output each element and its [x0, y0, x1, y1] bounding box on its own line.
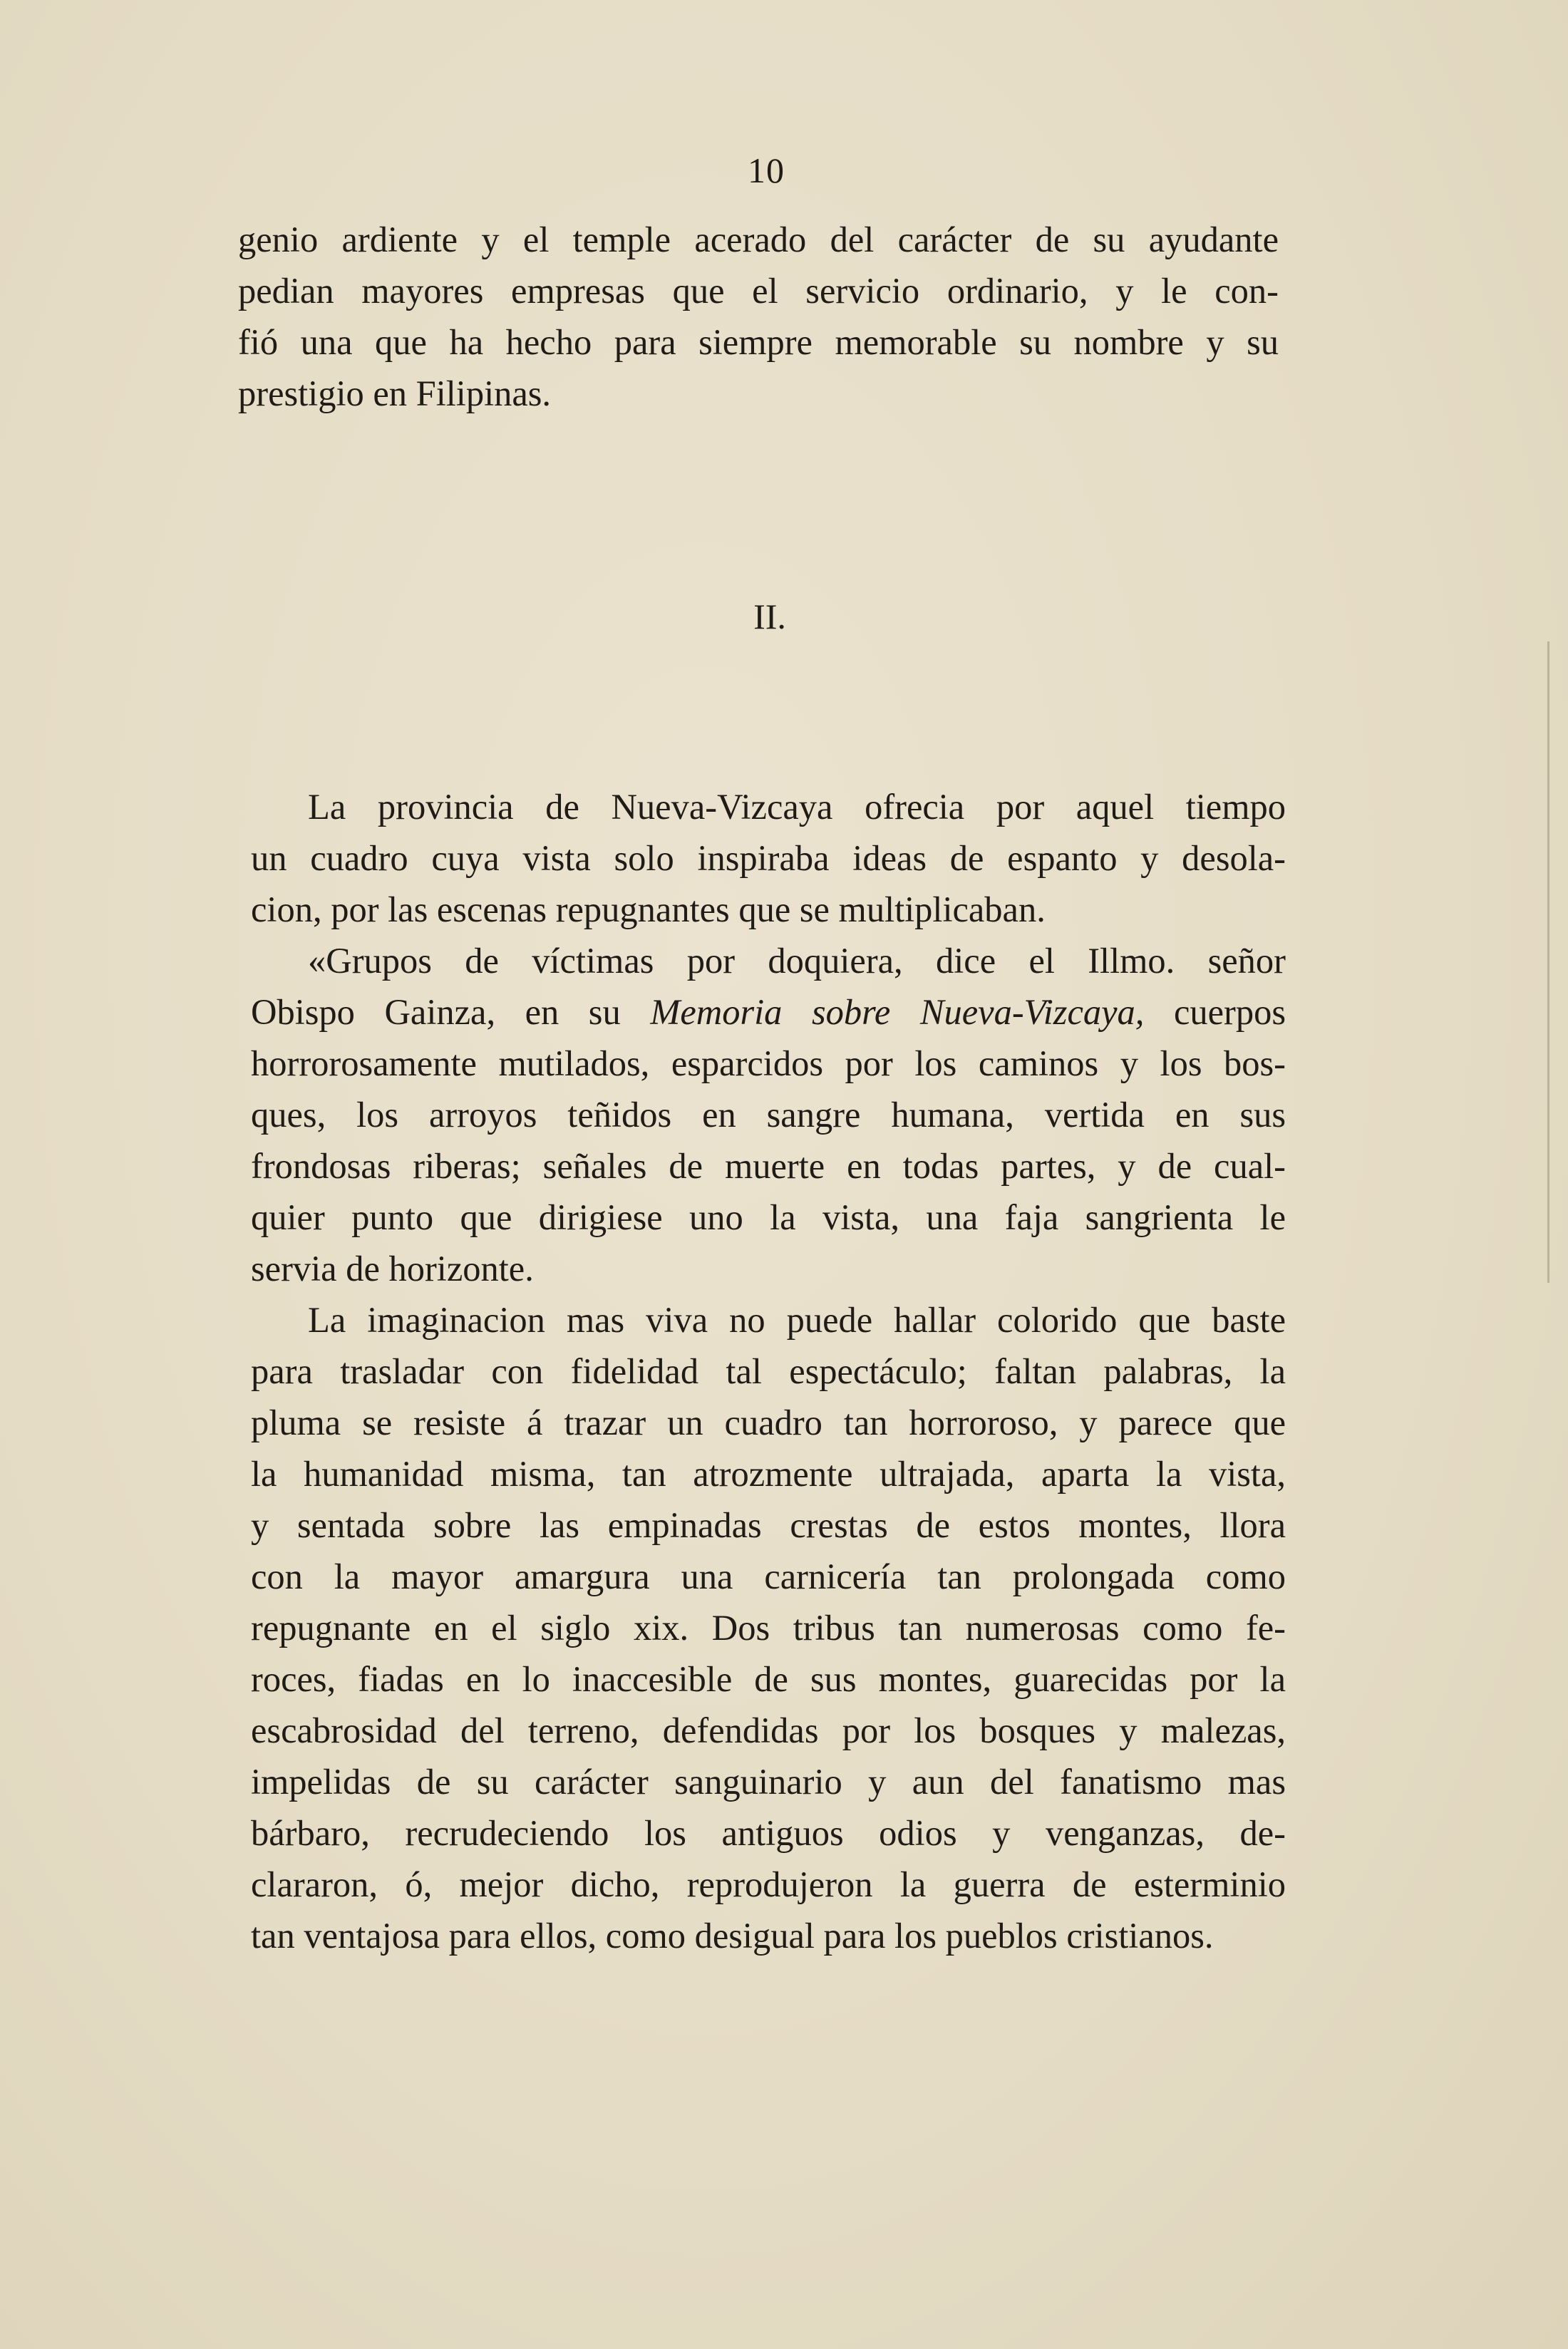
- text-line: roces, fiadas en lo inaccesible de sus montes, guarecidas por la: [251, 1659, 1286, 1699]
- text-line: escabrosidad del terreno, defendidas por los bosques y malezas,: [251, 1710, 1286, 1750]
- text-line: pluma se resiste á trazar un cuadro tan horroroso, y parece que: [251, 1403, 1286, 1442]
- text-run: Obispo Gainza, en su: [251, 992, 651, 1032]
- text-line: prestigio en Filipinas.: [238, 373, 552, 413]
- text-line: horrorosamente mutilados, esparcidos por los caminos y los bos-: [251, 1043, 1286, 1083]
- text-line: ques, los arroyos teñidos en sangre humana, vertida en sus: [251, 1095, 1286, 1135]
- text-line: la humanidad misma, tan atrozmente ultrajada, aparta la vista,: [251, 1454, 1286, 1494]
- text-line: La provincia de Nueva-Vizcaya ofrecia por aquel tiempo: [308, 787, 1286, 827]
- text-line: genio ardiente y el temple acerado del carácter de su ayudante: [238, 220, 1279, 259]
- text-line: frondosas riberas; señales de muerte en todas partes, y de cual-: [251, 1146, 1286, 1186]
- text-line: pedian mayores empresas que el servicio ordinario, y le con-: [238, 271, 1279, 311]
- section-heading: II.: [753, 597, 786, 636]
- text-line: «Grupos de víctimas por doquiera, dice el Illmo. señor: [308, 941, 1286, 981]
- intro-paragraph: [238, 214, 1279, 419]
- page-edge-shadow: [1547, 641, 1568, 1283]
- text-line: servia de horizonte.: [251, 1249, 534, 1289]
- section-body: [251, 781, 1286, 1961]
- text-line: y sentada sobre las empinadas crestas de estos montes, llora: [251, 1505, 1286, 1545]
- text-line: impelidas de su carácter sanguinario y aun del fanatismo mas: [251, 1762, 1286, 1802]
- text-line: bárbaro, recrudeciendo los antiguos odios y venganzas, de-: [251, 1813, 1286, 1853]
- text-line: La imaginacion mas viva no puede hallar colorido que baste: [308, 1300, 1286, 1340]
- text-line: repugnante en el siglo xix. Dos tribus tan numerosas como fe-: [251, 1608, 1286, 1648]
- text-line: clararon, ó, mejor dicho, reprodujeron la guerra de esterminio: [251, 1864, 1286, 1904]
- text-line: [251, 986, 1286, 1038]
- text-line: para trasladar con fidelidad tal espectáculo; faltan palabras, la: [251, 1351, 1286, 1391]
- text-line: quier punto que dirigiese uno la vista, una faja sangrienta le: [251, 1197, 1286, 1237]
- page-number: 10: [748, 150, 785, 190]
- book-title-italic: Memoria sobre Nueva-Vizcaya,: [650, 992, 1145, 1032]
- text-line: fió una que ha hecho para siempre memorable su nombre y su: [238, 322, 1279, 362]
- text-line: un cuadro cuya vista solo inspiraba ideas de espanto y desola-: [251, 838, 1286, 878]
- text-run: cuerpos: [1144, 992, 1286, 1032]
- text-line: tan ventajosa para ellos, como desigual para los pueblos cristianos.: [251, 1916, 1214, 1956]
- text-line: cion, por las escenas repugnantes que se multiplicaban.: [251, 889, 1046, 929]
- text-line: con la mayor amargura una carnicería tan prolongada como: [251, 1556, 1286, 1596]
